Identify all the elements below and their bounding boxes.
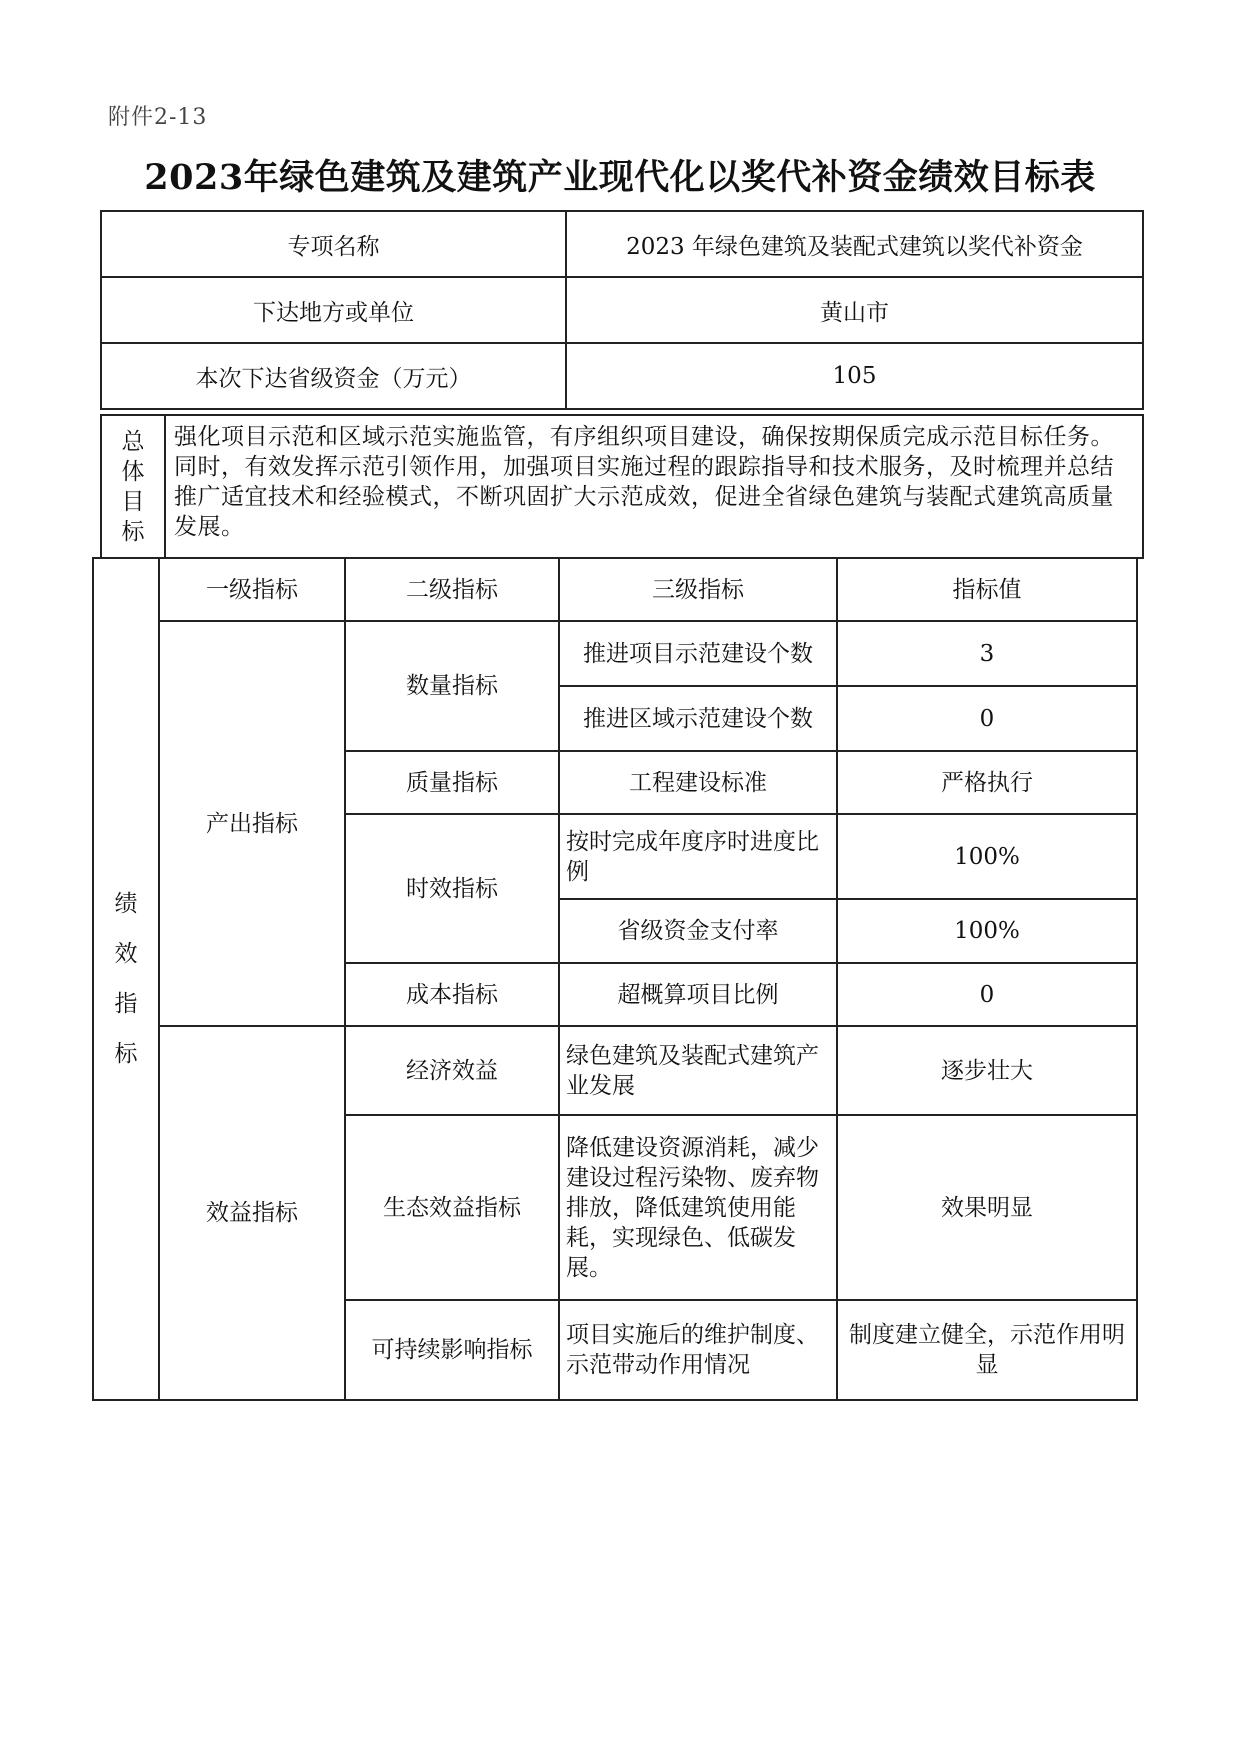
meta-row-funds xyxy=(101,343,1143,409)
table-row xyxy=(93,1026,1137,1115)
level3-cell: 推进区域示范建设个数 xyxy=(559,686,837,751)
value-cell: 制度建立健全，示范作用明显 xyxy=(837,1300,1137,1400)
meta-label: 下达地方或单位 xyxy=(101,277,566,343)
level2-quality: 质量指标 xyxy=(345,751,559,814)
level3-cell: 超概算项目比例 xyxy=(559,963,837,1026)
value-cell: 100% xyxy=(837,814,1137,899)
level2-economic: 经济效益 xyxy=(345,1026,559,1115)
meta-row-recipient xyxy=(101,277,1143,343)
table-row xyxy=(93,621,1137,686)
header-level2: 二级指标 xyxy=(345,558,559,621)
header-row xyxy=(93,558,1137,621)
level3-cell: 项目实施后的维护制度、示范带动作用情况 xyxy=(559,1300,837,1400)
meta-value: 2023 年绿色建筑及装配式建筑以奖代补资金 xyxy=(566,211,1143,277)
value-cell: 100% xyxy=(837,899,1137,963)
value-cell: 3 xyxy=(837,621,1137,686)
header-level1: 一级指标 xyxy=(159,558,345,621)
level2-timeliness: 时效指标 xyxy=(345,814,559,963)
meta-label: 专项名称 xyxy=(101,211,566,277)
header-value: 指标值 xyxy=(837,558,1137,621)
level1-output: 产出指标 xyxy=(159,621,345,1026)
meta-table xyxy=(100,210,1144,410)
meta-value: 105 xyxy=(566,343,1143,409)
level3-cell: 省级资金支付率 xyxy=(559,899,837,963)
header-level3: 三级指标 xyxy=(559,558,837,621)
overall-goal-label: 总 体 目 标 xyxy=(101,415,165,558)
level2-sustainable: 可持续影响指标 xyxy=(345,1300,559,1400)
value-cell: 效果明显 xyxy=(837,1115,1137,1300)
attachment-label: 附件2-13 xyxy=(108,105,208,130)
level3-cell: 推进项目示范建设个数 xyxy=(559,621,837,686)
level1-benefit: 效益指标 xyxy=(159,1026,345,1400)
overall-goal-text: 强化项目示范和区域示范实施监管，有序组织项目建设，确保按期保质完成示范目标任务。同时，有效发挥示范引领作用，加强项目实施过程的跟踪指导和技术服务，及时梳理并总结推广适宜技术和经验模式，不断巩固扩大示范成效，促进全省绿色建筑与装配式建筑高质量发展。 xyxy=(165,415,1143,558)
level3-cell: 按时完成年度序时进度比例 xyxy=(559,814,837,899)
meta-value: 黄山市 xyxy=(566,277,1143,343)
value-cell: 严格执行 xyxy=(837,751,1137,814)
page-title: 2023年绿色建筑及建筑产业现代化以奖代补资金绩效目标表 xyxy=(144,157,1096,198)
value-cell: 0 xyxy=(837,686,1137,751)
level2-ecological: 生态效益指标 xyxy=(345,1115,559,1300)
level3-cell: 绿色建筑及装配式建筑产业发展 xyxy=(559,1026,837,1115)
level2-quantity: 数量指标 xyxy=(345,621,559,751)
meta-row-project xyxy=(101,211,1143,277)
level2-cost: 成本指标 xyxy=(345,963,559,1026)
performance-indicator-label: 绩 效 指 标 xyxy=(93,558,159,1400)
level3-cell: 降低建设资源消耗，减少建设过程污染物、废弃物排放，降低建筑使用能耗，实现绿色、低碳发展。 xyxy=(559,1115,837,1300)
level3-cell: 工程建设标准 xyxy=(559,751,837,814)
value-cell: 0 xyxy=(837,963,1137,1026)
value-cell: 逐步壮大 xyxy=(837,1026,1137,1115)
overall-goal-table xyxy=(100,414,1144,559)
meta-label: 本次下达省级资金（万元） xyxy=(101,343,566,409)
performance-indicator-table xyxy=(92,557,1138,1401)
